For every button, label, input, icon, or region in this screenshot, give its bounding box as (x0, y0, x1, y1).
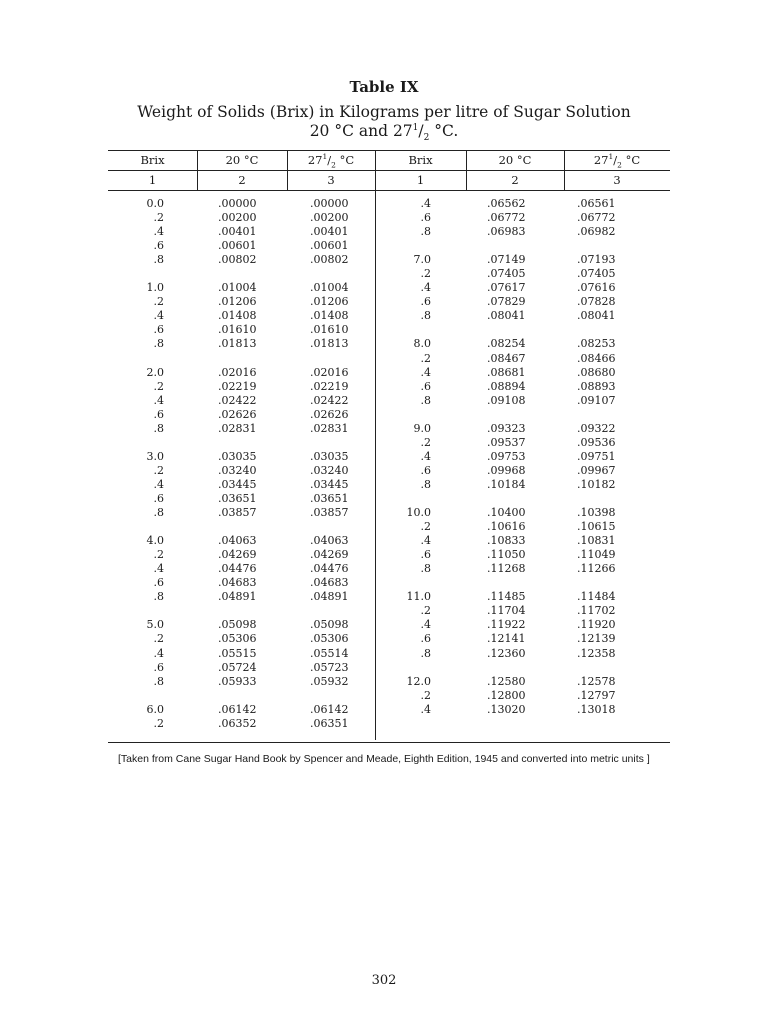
column-brix-right (375, 197, 431, 717)
table-cell: .2 (153, 548, 164, 562)
table-cell: .4 (420, 281, 431, 295)
group-gap (218, 520, 286, 534)
table-cell: .05723 (310, 660, 349, 674)
table-cell: .07405 (577, 267, 616, 281)
table-cell: .4 (420, 449, 431, 463)
table-cell: .10833 (487, 534, 526, 548)
table-cell: .10184 (487, 477, 526, 491)
table-cell: .01206 (218, 295, 257, 309)
table-cell: .05933 (218, 674, 257, 688)
table-cell: .07617 (487, 281, 526, 295)
group-gap (375, 239, 431, 253)
table-cell: .07193 (577, 253, 616, 267)
table-cell: .6 (153, 323, 164, 337)
group-gap (375, 492, 431, 506)
group-gap (108, 604, 164, 618)
table-cell: 2.0 (146, 365, 164, 379)
table-cell: .8 (420, 309, 431, 323)
group-gap (577, 323, 647, 337)
table-cell: .6 (420, 548, 431, 562)
table-cell: .2 (153, 295, 164, 309)
table-cell: .11050 (487, 548, 526, 562)
table-cell: .01004 (310, 281, 349, 295)
table-cell: 0.0 (146, 197, 164, 210)
table-top-rule (108, 150, 670, 151)
header-20c-right: 20 °C (498, 153, 532, 167)
table-cell: .10182 (577, 477, 616, 491)
table-cell: .2 (420, 435, 431, 449)
table-cell: .03240 (218, 463, 257, 477)
table-cell: .6 (153, 660, 164, 674)
table-cell: .08041 (487, 309, 526, 323)
table-cell: .00601 (218, 239, 257, 253)
page-number: 302 (371, 973, 397, 988)
table-cell: .6 (153, 491, 164, 505)
header-27c-right: $27^1/_2$ °C (593, 152, 641, 170)
table-cell: .10831 (577, 534, 616, 548)
table-cell: .09968 (487, 463, 526, 477)
group-gap (218, 436, 286, 450)
table-cell: .12578 (577, 674, 616, 688)
table-cell: .06351 (310, 716, 349, 730)
table-cell: .12139 (577, 632, 616, 646)
table-cell: 5.0 (146, 618, 164, 632)
table-cell: .08680 (577, 365, 616, 379)
table-cell: .09108 (487, 393, 526, 407)
table-cell: .6 (153, 407, 164, 421)
header-divider-rule (108, 170, 670, 171)
table-cell: .12360 (487, 646, 526, 660)
table-cell: .02016 (218, 365, 257, 379)
table-cell: .03445 (310, 477, 349, 491)
group-gap (577, 239, 647, 253)
table-cell: .06561 (577, 197, 616, 210)
table-cell: .8 (420, 477, 431, 491)
table-cell: .12141 (487, 632, 526, 646)
table-cell: .6 (153, 239, 164, 253)
group-gap (375, 408, 431, 422)
brix-table (108, 150, 670, 744)
table-cell: .4 (420, 702, 431, 716)
column-20c-left (218, 197, 286, 731)
table-cell: 12.0 (406, 674, 431, 688)
table-cell: .02626 (218, 407, 257, 421)
table-cell: .8 (420, 646, 431, 660)
table-cell: .10616 (487, 520, 526, 534)
group-gap (310, 689, 374, 703)
group-gap (310, 436, 374, 450)
table-cell: .01408 (218, 309, 257, 323)
table-cell: .08893 (577, 379, 616, 393)
header-colnum-1-right: 1 (416, 173, 425, 187)
group-gap (487, 323, 557, 337)
column-27c-left (310, 197, 374, 731)
table-cell: .06142 (310, 702, 349, 716)
table-cell: .05932 (310, 674, 349, 688)
table-cell: .08254 (487, 337, 526, 351)
table-cell: .06562 (487, 197, 526, 210)
table-cell: .2 (420, 688, 431, 702)
table-cell: .12358 (577, 646, 616, 660)
table-cell: .6 (420, 379, 431, 393)
table-cell: .09322 (577, 421, 616, 435)
table-cell: .05098 (310, 618, 349, 632)
table-cell: .6 (420, 295, 431, 309)
table-cell: .01610 (218, 323, 257, 337)
header-bottom-rule (108, 190, 670, 191)
header-20c-left: 20 °C (225, 153, 259, 167)
table-cell: .8 (153, 421, 164, 435)
group-gap (218, 689, 286, 703)
table-cell: .05098 (218, 618, 257, 632)
group-gap (487, 239, 557, 253)
table-cell: .4 (153, 393, 164, 407)
group-gap (577, 408, 647, 422)
table-cell: .8 (153, 506, 164, 520)
table-cell: .03035 (310, 449, 349, 463)
table-bottom-rule (108, 742, 670, 743)
table-cell: 8.0 (413, 337, 431, 351)
table-cell: .00200 (310, 211, 349, 225)
header-colnum-2-left: 2 (238, 173, 246, 187)
table-cell: .05515 (218, 646, 257, 660)
table-cell: .09536 (577, 435, 616, 449)
table-cell: .02831 (310, 421, 349, 435)
table-cell: .4 (153, 225, 164, 239)
header-colnum-1-left: 1 (148, 173, 157, 187)
table-cell: .2 (420, 604, 431, 618)
table-cell: .8 (153, 337, 164, 351)
table-cell: .02626 (310, 407, 349, 421)
table-cell: .00000 (310, 197, 349, 210)
table-cell: .01004 (218, 281, 257, 295)
table-cell: .8 (420, 225, 431, 239)
header-27c-left: $27^1/_2$ °C (307, 152, 355, 170)
group-gap (310, 520, 374, 534)
group-gap (108, 436, 164, 450)
table-cell: .10398 (577, 506, 616, 520)
table-cell: .05514 (310, 646, 349, 660)
table-cell: .04683 (218, 576, 257, 590)
table-cell: .2 (153, 211, 164, 225)
table-cell: .4 (420, 618, 431, 632)
table-cell: 7.0 (413, 253, 431, 267)
group-gap (487, 661, 557, 675)
table-cell: .08466 (577, 351, 616, 365)
table-cell: 1.0 (146, 281, 164, 295)
group-gap (375, 661, 431, 675)
group-gap (310, 352, 374, 366)
table-cell: 3.0 (146, 449, 164, 463)
table-cell: .6 (420, 211, 431, 225)
table-subtitle-temperatures: 20 °C and $27^1/_2$ °C. (309, 122, 459, 144)
table-cell: .09323 (487, 421, 526, 435)
table-cell: .01813 (310, 337, 349, 351)
group-gap (577, 492, 647, 506)
group-gap (108, 267, 164, 281)
table-cell: .8 (153, 590, 164, 604)
table-cell: .03445 (218, 477, 257, 491)
table-cell: .07616 (577, 281, 616, 295)
table-cell: .04891 (218, 590, 257, 604)
table-cell: .00802 (310, 253, 349, 267)
table-cell: .4 (153, 646, 164, 660)
table-cell: .10400 (487, 506, 526, 520)
table-cell: .2 (420, 351, 431, 365)
table-cell: .02219 (310, 379, 349, 393)
group-gap (108, 352, 164, 366)
table-cell: .07828 (577, 295, 616, 309)
table-cell: .00401 (310, 225, 349, 239)
group-gap (108, 689, 164, 703)
table-cell: .2 (153, 632, 164, 646)
table-cell: .2 (420, 267, 431, 281)
table-cell: .11049 (577, 548, 616, 562)
table-cell: .10615 (577, 520, 616, 534)
table-cell: .09753 (487, 449, 526, 463)
group-gap (218, 352, 286, 366)
group-gap (310, 267, 374, 281)
table-cell: .06352 (218, 716, 257, 730)
table-title: Table IX (349, 78, 419, 96)
table-cell: .08681 (487, 365, 526, 379)
table-cell: .01206 (310, 295, 349, 309)
table-cell: .11922 (487, 618, 526, 632)
group-gap (375, 576, 431, 590)
table-cell: .11484 (577, 590, 616, 604)
table-cell: 6.0 (146, 702, 164, 716)
table-cell: .08253 (577, 337, 616, 351)
table-cell: .03857 (310, 506, 349, 520)
table-cell: .03240 (310, 463, 349, 477)
table-cell: .05306 (310, 632, 349, 646)
table-cell: .11266 (577, 562, 616, 576)
table-cell: .2 (153, 463, 164, 477)
table-cell: .4 (153, 562, 164, 576)
table-cell: 11.0 (406, 590, 431, 604)
group-gap (577, 661, 647, 675)
table-cell: .08894 (487, 379, 526, 393)
table-cell: .08467 (487, 351, 526, 365)
table-cell: .05724 (218, 660, 257, 674)
table-cell: .09967 (577, 463, 616, 477)
table-cell: .01408 (310, 309, 349, 323)
table-cell: .12797 (577, 688, 616, 702)
table-cell: .4 (420, 365, 431, 379)
group-gap (310, 604, 374, 618)
table-cell: .06142 (218, 702, 257, 716)
table-cell: .06982 (577, 225, 616, 239)
table-cell: .07405 (487, 267, 526, 281)
table-cell: .12580 (487, 674, 526, 688)
table-cell: .01610 (310, 323, 349, 337)
table-cell: .02831 (218, 421, 257, 435)
table-cell: .04891 (310, 590, 349, 604)
table-cell: 10.0 (406, 506, 431, 520)
table-cell: .09537 (487, 435, 526, 449)
table-cell: 4.0 (146, 534, 164, 548)
table-cell: .4 (420, 197, 431, 210)
table-cell: .13018 (577, 702, 616, 716)
header-brix-right: Brix (408, 153, 433, 167)
column-27c-right (577, 197, 647, 717)
group-gap (375, 323, 431, 337)
table-cell: .00401 (218, 225, 257, 239)
header-colnum-3-left: 3 (327, 173, 335, 187)
group-gap (577, 576, 647, 590)
group-gap (487, 492, 557, 506)
table-cell: .8 (420, 562, 431, 576)
table-cell: .06983 (487, 225, 526, 239)
table-cell: .03035 (218, 449, 257, 463)
group-gap (218, 604, 286, 618)
table-cell: .04476 (218, 562, 257, 576)
table-cell: .6 (420, 632, 431, 646)
table-cell: .08041 (577, 309, 616, 323)
header-brix-left: Brix (140, 153, 165, 167)
table-cell: .04269 (310, 548, 349, 562)
table-cell: .09751 (577, 449, 616, 463)
table-cell: .07149 (487, 253, 526, 267)
table-cell: .12800 (487, 688, 526, 702)
table-cell: .11485 (487, 590, 526, 604)
table-cell: .4 (153, 309, 164, 323)
table-cell: .04683 (310, 576, 349, 590)
table-cell: .02422 (218, 393, 257, 407)
table-cell: .00601 (310, 239, 349, 253)
table-cell: .09107 (577, 393, 616, 407)
group-gap (218, 267, 286, 281)
table-cell: .6 (420, 463, 431, 477)
table-cell: .8 (153, 674, 164, 688)
table-cell: .2 (153, 716, 164, 730)
table-cell: .2 (420, 520, 431, 534)
table-cell: .11920 (577, 618, 616, 632)
table-cell: .6 (153, 576, 164, 590)
table-cell: 9.0 (413, 421, 431, 435)
table-cell: .07829 (487, 295, 526, 309)
table-cell: .11704 (487, 604, 526, 618)
table-cell: .11702 (577, 604, 616, 618)
table-cell: .06772 (487, 211, 526, 225)
table-cell: .00000 (218, 197, 257, 210)
group-gap (487, 576, 557, 590)
table-cell: .04063 (218, 534, 257, 548)
table-cell: .03651 (310, 491, 349, 505)
group-gap (487, 408, 557, 422)
table-cell: .11268 (487, 562, 526, 576)
column-brix-left (108, 197, 164, 731)
table-subtitle: Weight of Solids (Brix) in Kilograms per litre of Sugar Solution (137, 103, 631, 121)
table-cell: .00200 (218, 211, 257, 225)
table-cell: .04063 (310, 534, 349, 548)
table-cell: .00802 (218, 253, 257, 267)
table-cell: .06772 (577, 211, 616, 225)
header-colnum-3-right: 3 (613, 173, 621, 187)
table-cell: .2 (153, 379, 164, 393)
table-cell: .01813 (218, 337, 257, 351)
table-cell: .8 (420, 393, 431, 407)
table-cell: .04476 (310, 562, 349, 576)
table-cell: .02016 (310, 365, 349, 379)
table-cell: .05306 (218, 632, 257, 646)
table-cell: .4 (153, 477, 164, 491)
group-gap (108, 520, 164, 534)
table-cell: .03651 (218, 491, 257, 505)
table-cell: .8 (153, 253, 164, 267)
table-cell: .03857 (218, 506, 257, 520)
table-cell: .04269 (218, 548, 257, 562)
table-cell: .02422 (310, 393, 349, 407)
table-cell: .02219 (218, 379, 257, 393)
header-colnum-2-right: 2 (511, 173, 519, 187)
table-cell: .4 (420, 534, 431, 548)
table-cell: .13020 (487, 702, 526, 716)
column-20c-right (487, 197, 557, 717)
source-note: [Taken from Cane Sugar Hand Book by Spencer and Meade, Eighth Edition, 1945 and converted into metric units ] (118, 753, 650, 765)
